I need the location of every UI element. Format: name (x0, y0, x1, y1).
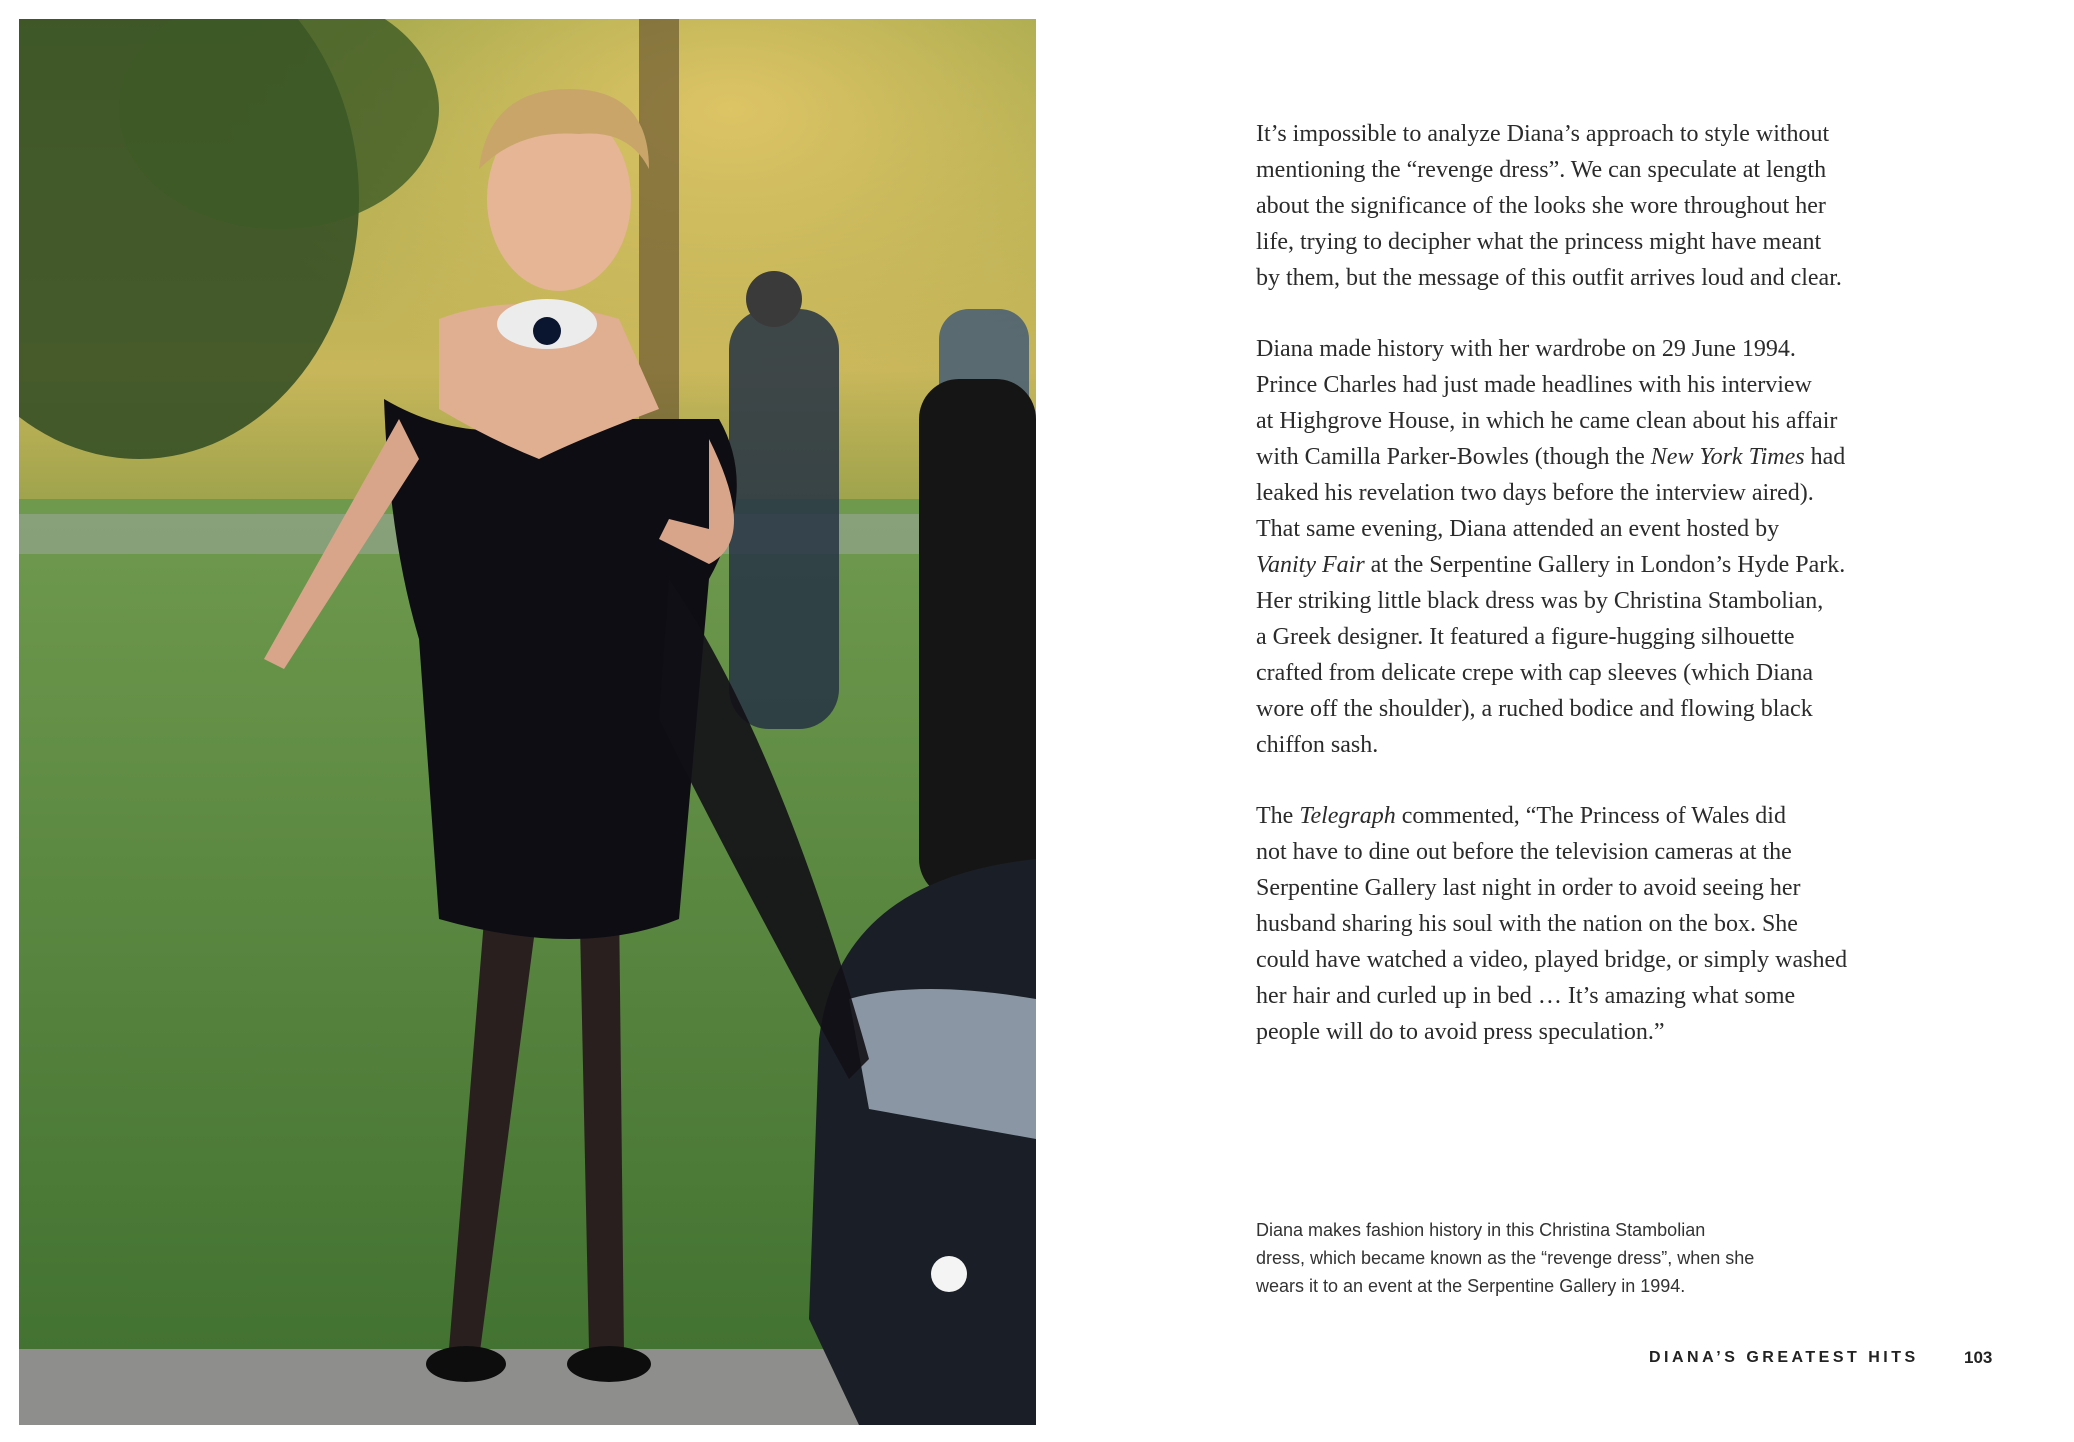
article-body (1256, 116, 1956, 1085)
paragraph-2 (1256, 331, 1956, 763)
page-footer (1640, 1345, 2040, 1375)
photo (19, 19, 1036, 1425)
paragraph-3-segment: commented, “The Princess of Wales did not have to dine out before the television cameras at the Serpentine Gallery last night in order to avoid seeing her husband sharing his soul with the nation on the box. She could have watched a video, played bridge, or simply washed her hair and curled up in bed … It’s amazing what some people will do to avoid press speculation.” (1256, 803, 1848, 1045)
paragraph-2-segment: Diana made history with her wardrobe on 29 June 1994. Prince Charles had just made headlines with his interview at Highgrove House, in which he came clean about his affair with Camilla Parker-Bowles (though the (1256, 336, 1838, 470)
photo-illustration (19, 19, 1036, 1425)
paragraph-3 (1256, 798, 1956, 1050)
paragraph-2-segment: at the Serpentine Gallery in London’s Hyde Park. Her striking little black dress was by Christina Stambolian, a Greek designer. It featured a figure-hugging silhouette crafted from delicate crepe with cap sleeves (which Diana wore off the shoulder), a ruched bodice and flowing black chiffon sash. (1256, 552, 1846, 758)
photo-caption: Diana makes fashion history in this Christina Stambolian dress, which became known as the “revenge dress”, when she wears it to an event at the Serpentine Gallery in 1994. (1256, 1220, 1755, 1296)
paragraph-2-segment: Vanity Fair (1256, 552, 1365, 578)
paragraph-2-segment: New York Times (1650, 444, 1805, 470)
page-number: 103 (1964, 1348, 1993, 1367)
running-head: DIANA’S GREATEST HITS (1649, 1349, 1919, 1366)
paragraph-2-segment: had leaked his revelation two days before the interview aired). That same evening, Diana attended an event hosted by (1256, 444, 1846, 542)
paragraph-1-segment: It’s impossible to analyze Diana’s approach to style without mentioning the “revenge dress”. We can speculate at length about the significance of the looks she wore throughout her life, trying to decipher what the princess might have meant by them, but the message of this outfit arrives loud and clear. (1256, 121, 1842, 291)
paragraph-1 (1256, 116, 1956, 296)
paragraph-3-segment: Telegraph (1299, 803, 1396, 829)
paragraph-3-segment: The (1256, 803, 1300, 829)
